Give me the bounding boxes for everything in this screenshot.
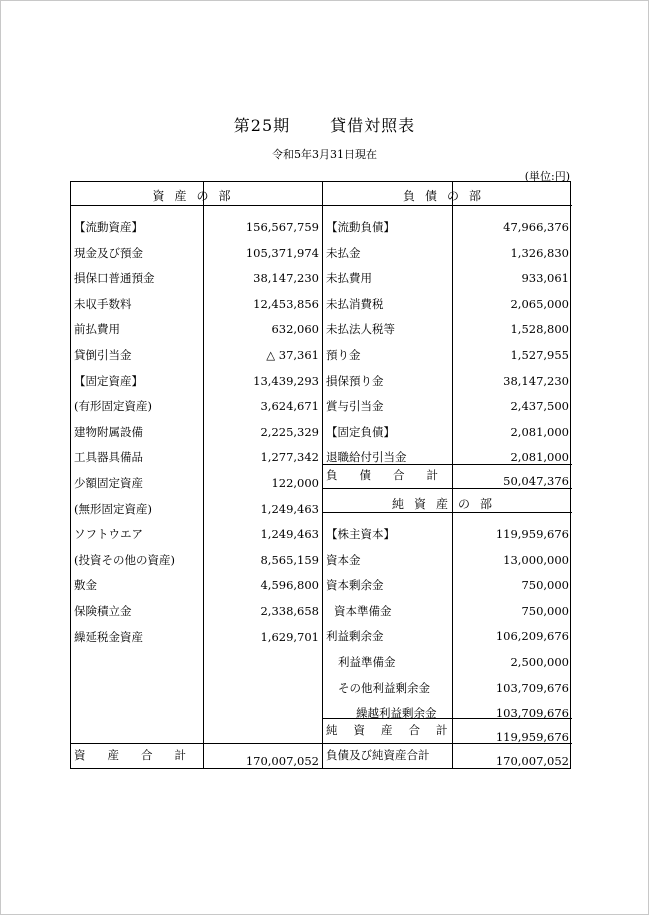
grand-total-label: 負債及び純資産合計 bbox=[326, 748, 430, 762]
asset-row-label: 建物附属設備 bbox=[74, 424, 143, 439]
asset-row-label: 未収手数料 bbox=[74, 296, 132, 311]
liability-row-label: 【固定負債】 bbox=[326, 424, 395, 439]
as-of-date: 令和5年3月31日現在 bbox=[272, 148, 377, 161]
unit-label: (単位:円) bbox=[524, 170, 570, 183]
liability-row-label: 未払費用 bbox=[326, 271, 372, 286]
grand-total-value: 170,007,052 bbox=[495, 754, 569, 768]
asset-row-label: 現金及び預金 bbox=[74, 245, 143, 260]
assets-total-value: 170,007,052 bbox=[245, 754, 319, 768]
net-asset-row-label: 資本準備金 bbox=[334, 603, 392, 618]
asset-row-label: 【固定資産】 bbox=[74, 373, 143, 388]
document-title bbox=[0, 113, 649, 136]
net-asset-row-label: 繰越利益剰余金 bbox=[356, 706, 437, 721]
net-assets-header: 純資産の部 bbox=[391, 497, 502, 511]
net-asset-row-label: 利益剰余金 bbox=[326, 629, 384, 644]
title-label: 貸借対照表 bbox=[330, 116, 416, 135]
net-asset-row-value: 103,709,676 bbox=[495, 680, 569, 695]
liability-row-value: 1,528,800 bbox=[510, 322, 569, 337]
divider bbox=[322, 182, 323, 768]
liability-row-value: 1,326,830 bbox=[510, 245, 569, 260]
asset-row-value: 38,147,230 bbox=[253, 271, 319, 286]
liability-row-value: 38,147,230 bbox=[503, 373, 569, 388]
liability-row-label: 損保預り金 bbox=[326, 373, 384, 388]
asset-row-label: 貸倒引当金 bbox=[74, 348, 132, 362]
asset-row-label: 前払費用 bbox=[74, 322, 120, 337]
divider bbox=[322, 512, 572, 513]
net-asset-row-value: 106,209,676 bbox=[495, 629, 569, 644]
asset-row-value: 632,060 bbox=[271, 322, 319, 337]
divider bbox=[322, 488, 572, 489]
net-assets-total-label: 純資産合計 bbox=[326, 723, 464, 737]
liability-row-label: 預り金 bbox=[326, 348, 361, 362]
asset-row-label: (無形固定資産) bbox=[74, 501, 152, 516]
asset-row-value: 1,249,463 bbox=[260, 527, 319, 542]
liability-row-label: 未払法人税等 bbox=[326, 322, 395, 337]
period-label: 第25期 bbox=[233, 116, 291, 135]
balance-sheet-table bbox=[70, 181, 571, 769]
net-asset-row-label: 利益準備金 bbox=[338, 655, 396, 669]
asset-row-label: 少額固定資産 bbox=[74, 476, 143, 490]
liability-row-label: 【流動負債】 bbox=[326, 220, 395, 234]
asset-row-value: 156,567,759 bbox=[245, 220, 319, 234]
asset-row-value: 4,596,800 bbox=[260, 578, 319, 593]
asset-row-label: 繰延税金資産 bbox=[74, 629, 143, 644]
asset-row-value: 2,338,658 bbox=[260, 604, 319, 618]
net-asset-row-label: 【株主資本】 bbox=[326, 527, 395, 541]
asset-row-value: 13,439,293 bbox=[253, 373, 319, 388]
asset-row-label: (投資その他の資産) bbox=[74, 552, 175, 567]
liability-row-value: 933,061 bbox=[521, 271, 569, 286]
asset-row-label: 保険積立金 bbox=[74, 604, 132, 618]
liabilities-header: 負債の部 bbox=[402, 189, 491, 203]
assets-total-label: 資産合計 bbox=[74, 748, 208, 762]
asset-row-label: ソフトウエア bbox=[74, 527, 143, 542]
liability-row-value: 2,081,000 bbox=[510, 424, 569, 439]
asset-row-value: 1,277,342 bbox=[260, 450, 319, 465]
liability-row-value: 2,437,500 bbox=[510, 399, 569, 414]
liability-row-value: 47,966,376 bbox=[503, 220, 569, 234]
net-assets-total-value: 119,959,676 bbox=[495, 730, 569, 744]
asset-row-value: 8,565,159 bbox=[260, 552, 319, 567]
liabilities-total-label: 負債合計 bbox=[326, 468, 460, 482]
net-asset-row-value: 2,500,000 bbox=[510, 655, 569, 669]
liability-row-value: 1,527,955 bbox=[510, 348, 569, 362]
liability-row-label: 退職給付引当金 bbox=[326, 450, 407, 465]
divider bbox=[322, 205, 572, 206]
asset-row-value: 3,624,671 bbox=[260, 399, 319, 414]
liability-row-value: 2,081,000 bbox=[510, 450, 569, 465]
liability-row-label: 賞与引当金 bbox=[326, 399, 384, 414]
asset-row-value: 1,249,463 bbox=[260, 501, 319, 516]
asset-row-value: 105,371,974 bbox=[245, 245, 319, 260]
net-asset-row-label: その他利益剰余金 bbox=[338, 680, 430, 695]
divider bbox=[203, 182, 204, 768]
asset-row-value: 2,225,329 bbox=[260, 424, 319, 439]
asset-row-value: 122,000 bbox=[271, 476, 319, 490]
asset-row-label: 敷金 bbox=[74, 578, 97, 593]
liabilities-total-value: 50,047,376 bbox=[503, 474, 569, 488]
liability-row-value: 2,065,000 bbox=[510, 296, 569, 311]
liability-row-label: 未払消費税 bbox=[326, 296, 384, 311]
net-asset-row-value: 750,000 bbox=[521, 578, 569, 593]
asset-row-label: 損保口普通預金 bbox=[74, 271, 155, 286]
asset-row-label: 【流動資産】 bbox=[74, 220, 143, 234]
net-asset-row-label: 資本金 bbox=[326, 552, 361, 567]
asset-row-value: 12,453,856 bbox=[253, 296, 319, 311]
net-asset-row-label: 資本剰余金 bbox=[326, 578, 384, 593]
net-asset-row-value: 750,000 bbox=[521, 603, 569, 618]
net-asset-row-value: 119,959,676 bbox=[495, 527, 569, 541]
asset-row-value: 1,629,701 bbox=[260, 629, 319, 644]
net-asset-row-value: 13,000,000 bbox=[503, 552, 569, 567]
asset-row-label: 工具器具備品 bbox=[74, 450, 143, 465]
net-asset-row-value: 103,709,676 bbox=[495, 706, 569, 721]
assets-header: 資産の部 bbox=[152, 189, 241, 203]
divider bbox=[71, 205, 322, 206]
liability-row-label: 未払金 bbox=[326, 245, 361, 260]
asset-row-label: (有形固定資産) bbox=[74, 399, 152, 414]
asset-row-value: △ 37,361 bbox=[266, 348, 319, 362]
